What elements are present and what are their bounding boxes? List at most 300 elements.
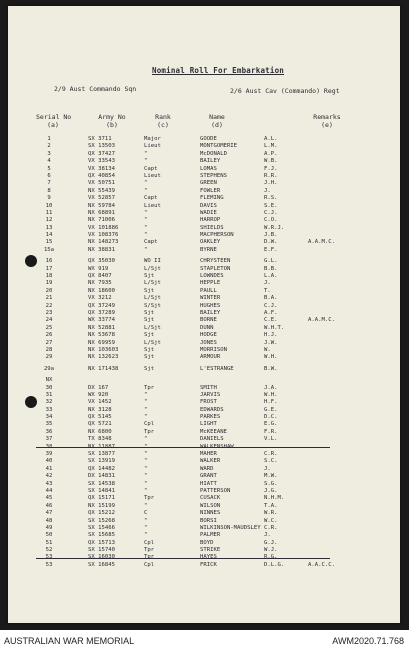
- cell-rank: ": [144, 451, 148, 458]
- cell-serial: 1: [47, 136, 51, 142]
- cell-serial: 40: [45, 458, 53, 465]
- cell-rank: Sjt: [144, 317, 155, 324]
- table-row: [8, 280, 400, 287]
- cell-init: A.L.: [264, 136, 278, 142]
- cell-serial: 3: [47, 150, 51, 157]
- cell-army: WX 33774: [88, 317, 115, 324]
- cell-rank: ": [144, 232, 148, 239]
- cell-army: NX 55439: [88, 187, 115, 194]
- cell-name: PALMER: [200, 532, 221, 539]
- cell-init: C.O.: [264, 217, 278, 224]
- header-rank: Rank (c): [155, 113, 171, 129]
- table-row: [8, 466, 400, 473]
- cell-name: DAVIS: [200, 202, 217, 209]
- cell-init: G.E.: [264, 406, 278, 413]
- cell-rank: ": [144, 158, 148, 165]
- cell-name: McKEEANE: [200, 428, 227, 435]
- unit-right: 2/6 Aust Cav (Commando) Regt: [230, 87, 340, 95]
- cell-init: W.H.: [264, 391, 278, 398]
- cell-army: NX 52881: [88, 324, 115, 331]
- cell-serial: 10: [45, 202, 53, 209]
- document-page: [8, 6, 400, 623]
- cell-init: W.H.: [264, 354, 278, 361]
- cell-army: QX 40854: [88, 172, 115, 179]
- table-row: [8, 429, 400, 436]
- cell-rank: ": [144, 180, 148, 187]
- cell-rank: ": [144, 406, 148, 413]
- table-row: [8, 414, 400, 421]
- header-remarks: Remarks (e): [313, 113, 341, 129]
- cell-army: QX 37249: [88, 302, 115, 309]
- cell-name: LIGHT: [200, 421, 217, 428]
- cell-serial: 13: [45, 224, 53, 231]
- table-row: [8, 158, 400, 165]
- cell-init: H.J.: [264, 332, 278, 339]
- cell-army: WX 920: [88, 391, 109, 398]
- cell-name: FLEMING: [200, 195, 224, 202]
- cell-army: SX 14538: [88, 480, 115, 487]
- table-row: [8, 303, 400, 310]
- cell-init: A.P.: [264, 150, 278, 157]
- cell-army: NX 6800: [88, 428, 112, 435]
- cell-name: STAPLETON: [200, 265, 231, 272]
- cell-serial: 15: [45, 239, 53, 246]
- cell-army: DX 167: [88, 384, 109, 391]
- cell-init: L.A.: [264, 273, 278, 280]
- cell-name: FROST: [200, 399, 217, 406]
- table-row: [8, 325, 400, 332]
- unit-left: 2/9 Aust Commando Sqn: [54, 85, 137, 93]
- cell-army: NX 171438: [88, 365, 119, 372]
- table-row: [8, 392, 400, 399]
- table-row: [8, 554, 400, 561]
- cell-rank: Cpl: [144, 561, 155, 568]
- cell-name: PAULL: [200, 287, 217, 294]
- cell-init: F.R.: [264, 428, 278, 435]
- table-row: [8, 532, 400, 539]
- cell-army: SX 16030: [88, 554, 115, 561]
- cell-army: SX 13503: [88, 143, 115, 150]
- cell-name: WADIE: [200, 209, 217, 216]
- cell-army: WX 919: [88, 265, 109, 272]
- cell-army: QX 15212: [88, 510, 115, 517]
- cell-army: TX 8348: [88, 436, 112, 443]
- cell-rank: Tpr: [144, 554, 155, 561]
- cell-name: STRIKE: [200, 547, 221, 554]
- cell-serial: 43: [45, 480, 53, 487]
- cell-serial: 7: [47, 180, 51, 187]
- cell-serial: 36: [45, 428, 53, 435]
- cell-init: C.J.: [264, 302, 278, 309]
- footer-bar: [0, 630, 409, 653]
- cell-serial: 37: [45, 436, 53, 443]
- cell-serial: 33: [45, 406, 53, 413]
- cell-rank: Capt: [144, 195, 158, 202]
- cell-army: QX 35030: [88, 258, 115, 265]
- cell-rank: ": [144, 209, 148, 216]
- table-row: [8, 354, 400, 361]
- table-row: [8, 273, 400, 280]
- cell-army: NX 68891: [88, 209, 115, 216]
- table-row: [8, 317, 400, 324]
- cell-init: L.M.: [264, 143, 278, 150]
- table-row: [8, 458, 400, 465]
- cell-rank: ": [144, 473, 148, 480]
- column-headers: [8, 113, 400, 133]
- cell-rank: Tpr: [144, 384, 155, 391]
- cell-serial: 39: [45, 451, 53, 458]
- table-row: [8, 136, 400, 143]
- cell-init: B.B.: [264, 265, 278, 272]
- table-row: [8, 247, 400, 254]
- cell-serial: 6: [47, 172, 51, 179]
- cell-rank: ": [144, 217, 148, 224]
- table-row: [8, 239, 400, 246]
- cell-rank: L/Sjt: [144, 295, 161, 302]
- cell-serial: 15a: [43, 246, 55, 253]
- table-row: [8, 310, 400, 317]
- cell-serial: 41: [45, 465, 53, 472]
- cell-rank: Sjt: [144, 273, 155, 280]
- cell-rank: Capt: [144, 165, 158, 172]
- cell-name: BAILEY: [200, 309, 221, 316]
- cell-name: EDWARDS: [200, 406, 224, 413]
- cell-army: SX 16845: [88, 561, 115, 568]
- cell-army: SX 14841: [88, 487, 115, 494]
- table-row: [8, 399, 400, 406]
- cell-init: R.S.: [264, 195, 278, 202]
- cell-army: QX 15713: [88, 539, 115, 546]
- cell-army: NX 15199: [88, 502, 115, 509]
- cell-army: NX 132623: [88, 354, 119, 361]
- table-row: [8, 407, 400, 414]
- cell-init: J.H.: [264, 180, 278, 187]
- table-row: [8, 173, 400, 180]
- cell-serial: 28: [45, 346, 53, 353]
- cell-army: NX 148273: [88, 239, 119, 246]
- cell-init: J.W.: [264, 339, 278, 346]
- cell-init: C.R.: [264, 524, 278, 531]
- cell-rank: Capt: [144, 239, 158, 246]
- cell-army: NX 18600: [88, 287, 115, 294]
- cell-rank: L/Sjt: [144, 280, 161, 287]
- cell-serial: 12: [45, 217, 53, 224]
- cell-army: QX 14482: [88, 465, 115, 472]
- cell-name: WILSON: [200, 502, 221, 509]
- cell-serial: 34: [45, 414, 53, 421]
- cell-rank: ": [144, 465, 148, 472]
- table-row: [8, 451, 400, 458]
- cell-army: NX 3128: [88, 406, 112, 413]
- cell-init: F.J.: [264, 165, 278, 172]
- cell-name: WINTER: [200, 295, 221, 302]
- cell-name: WILKINSON-MAUDSLEY: [200, 524, 261, 531]
- cell-serial: 44: [45, 487, 53, 494]
- table-row: [8, 143, 400, 150]
- table-row: [8, 288, 400, 295]
- cell-serial: 49: [45, 524, 53, 531]
- cell-rank: Sjt: [144, 309, 155, 316]
- cell-init: W.B.: [264, 158, 278, 165]
- cell-init: W.R.: [264, 510, 278, 517]
- cell-serial: 14: [45, 232, 53, 239]
- cell-init: S.E.: [264, 202, 278, 209]
- cell-rank: ": [144, 187, 148, 194]
- cell-serial: NX: [45, 377, 53, 384]
- table-row: [8, 385, 400, 392]
- cell-army: VX 52857: [88, 195, 115, 202]
- cell-serial: 53: [45, 561, 53, 568]
- cell-init: C.R.: [264, 451, 278, 458]
- cell-init: J.: [264, 187, 271, 194]
- cell-rank: ": [144, 517, 148, 524]
- cell-name: McDONALD: [200, 150, 227, 157]
- table-row: [8, 473, 400, 480]
- cell-rank: Major: [144, 136, 161, 142]
- footer-accession: AWM2020.71.768: [332, 636, 404, 646]
- cell-init: T.: [264, 287, 271, 294]
- table-row: [8, 180, 400, 187]
- cell-rank: ": [144, 436, 148, 443]
- cell-name: BORSI: [200, 517, 217, 524]
- cell-name: MONTGOMERIE: [200, 143, 238, 150]
- cell-rank: ": [144, 480, 148, 487]
- cell-name: BOYD: [200, 539, 214, 546]
- cell-serial: 45: [45, 495, 53, 502]
- table-row: [8, 203, 400, 210]
- header-name: Name (d): [209, 113, 225, 129]
- cell-army: QX 15171: [88, 495, 115, 502]
- cell-rank: WO II: [144, 258, 161, 265]
- header-army-no: Army No (b): [98, 113, 126, 129]
- cell-rank: Lieut: [144, 202, 161, 209]
- table-row: [8, 195, 400, 202]
- cell-army: VX 33543: [88, 158, 115, 165]
- cell-army: NX 11887: [88, 443, 115, 450]
- cell-init: J.: [264, 465, 271, 472]
- cell-name: HIATT: [200, 480, 217, 487]
- cell-army: NX 38831: [88, 246, 115, 253]
- table-row: [8, 421, 400, 428]
- table-row: [8, 540, 400, 547]
- cell-army: VX 108376: [88, 232, 119, 239]
- cell-init: E.G.: [264, 421, 278, 428]
- cell-serial: 32: [45, 399, 53, 406]
- cell-serial: 4: [47, 158, 51, 165]
- cell-init: W.R.J.: [264, 224, 285, 231]
- cell-name: LOMAS: [200, 165, 217, 172]
- table-row: [8, 210, 400, 217]
- cell-army: SX 15740: [88, 547, 115, 554]
- cell-rank: Sjt: [144, 287, 155, 294]
- cell-serial: 35: [45, 421, 53, 428]
- cell-name: OAKLEY: [200, 239, 221, 246]
- cell-init: S.C.: [264, 458, 278, 465]
- cell-rank: Tpr: [144, 495, 155, 502]
- cell-name: HARROP: [200, 217, 221, 224]
- cell-serial: 11: [45, 209, 53, 216]
- cell-serial: 21: [45, 295, 53, 302]
- cell-name: GRANT: [200, 473, 217, 480]
- cell-serial: 50: [45, 532, 53, 539]
- cell-army: VX 38134: [88, 165, 115, 172]
- cell-name: WARD: [200, 465, 214, 472]
- cell-rem: A.A.C.C.: [308, 561, 335, 568]
- cell-name: MACPHERSON: [200, 232, 234, 239]
- cell-serial: 16: [45, 258, 53, 265]
- cell-serial: 38: [45, 443, 53, 450]
- cell-name: FRICK: [200, 561, 217, 568]
- cell-name: MAHER: [200, 451, 217, 458]
- cell-army: QX 5721: [88, 421, 112, 428]
- cell-init: R.R.: [264, 172, 278, 179]
- cell-serial: 20: [45, 287, 53, 294]
- cell-rank: ": [144, 443, 148, 450]
- cell-name: FOWLER: [200, 187, 221, 194]
- cell-init: N.H.M.: [264, 495, 285, 502]
- cell-serial: 31: [45, 391, 53, 398]
- cell-serial: 52: [45, 547, 53, 554]
- cell-serial: 24: [45, 317, 53, 324]
- table-row: [8, 295, 400, 302]
- cell-army: QX 5145: [88, 414, 112, 421]
- cell-rank: Sjt: [144, 332, 155, 339]
- cell-init: C.E.: [264, 317, 278, 324]
- cell-init: H.F.: [264, 399, 278, 406]
- cell-serial: 9: [47, 195, 51, 202]
- cell-name: SMITH: [200, 384, 217, 391]
- table-row: [8, 258, 400, 265]
- cell-serial: 29a: [43, 365, 55, 372]
- cell-init: W.H.T.: [264, 324, 285, 331]
- cell-init: B.A.: [264, 295, 278, 302]
- cell-rank: ": [144, 150, 148, 157]
- cell-serial: 48: [45, 517, 53, 524]
- table-row: [8, 436, 400, 443]
- cell-rank: S/Sjt: [144, 302, 161, 309]
- cell-rank: C: [144, 510, 148, 517]
- cell-init: J.: [264, 280, 271, 287]
- table-row: [8, 347, 400, 354]
- cell-army: QX 37289: [88, 309, 115, 316]
- cell-army: VX 1452: [88, 399, 112, 406]
- header-serial: Serial No (a): [36, 113, 72, 129]
- cell-army: NX 71006: [88, 217, 115, 224]
- cell-name: GREEN: [200, 180, 217, 187]
- cell-init: M.W.: [264, 473, 278, 480]
- cell-name: JONES: [200, 339, 217, 346]
- cell-init: A.F.: [264, 309, 278, 316]
- cell-serial: 8: [47, 187, 51, 194]
- cell-serial: 25: [45, 324, 53, 331]
- cell-rank: Sjt: [144, 354, 155, 361]
- cell-rank: L/Sjt: [144, 324, 161, 331]
- cell-init: T.A.: [264, 502, 278, 509]
- cell-army: QX 37427: [88, 150, 115, 157]
- cell-init: W.C.: [264, 517, 278, 524]
- cell-serial: 5: [47, 165, 51, 172]
- cell-rank: L/Sjt: [144, 339, 161, 346]
- cell-rank: Lieut: [144, 143, 161, 150]
- cell-name: HAYES: [200, 554, 217, 561]
- cell-army: DX 14831: [88, 473, 115, 480]
- cell-init: S.G.: [264, 480, 278, 487]
- cell-army: VX 50751: [88, 180, 115, 187]
- cell-init: B.W.: [264, 365, 278, 372]
- cell-army: NX 7935: [88, 280, 112, 287]
- table-row: [8, 481, 400, 488]
- table-row: [8, 266, 400, 273]
- cell-name: DUNN: [200, 324, 214, 331]
- table-row: [8, 377, 400, 384]
- cell-init: D.C.: [264, 414, 278, 421]
- cell-serial: 17: [45, 265, 53, 272]
- roll-table: [8, 136, 400, 569]
- table-row: [8, 151, 400, 158]
- cell-army: SX 15685: [88, 532, 115, 539]
- cell-serial: 30: [45, 384, 53, 391]
- cell-rem: A.A.M.C.: [308, 239, 335, 246]
- cell-name: BYRNE: [200, 246, 217, 253]
- cell-init: E.F.: [264, 246, 278, 253]
- cell-name: BORNE: [200, 317, 217, 324]
- cell-init: W.J.: [264, 547, 278, 554]
- cell-army: NX 103603: [88, 346, 119, 353]
- cell-name: STEPHENS: [200, 172, 227, 179]
- cell-init: W.: [264, 346, 271, 353]
- cell-name: WALKENSHAW: [200, 443, 234, 450]
- cell-init: J.: [264, 532, 271, 539]
- cell-rank: L/Sjt: [144, 265, 161, 272]
- cell-serial: 46: [45, 502, 53, 509]
- cell-name: HEPPLE: [200, 280, 221, 287]
- cell-name: DANIELS: [200, 436, 224, 443]
- cell-name: MORRISON: [200, 346, 227, 353]
- cell-name: BAILEY: [200, 158, 221, 165]
- table-row: [8, 188, 400, 195]
- cell-name: PARKES: [200, 414, 221, 421]
- cell-rank: ": [144, 502, 148, 509]
- cell-army: NX 59784: [88, 202, 115, 209]
- cell-serial: 26: [45, 332, 53, 339]
- table-row: [8, 503, 400, 510]
- cell-init: G.J.: [264, 539, 278, 546]
- cell-init: J.A.: [264, 384, 278, 391]
- cell-rank: Lieut: [144, 172, 161, 179]
- cell-name: L'ESTRANGE: [200, 365, 234, 372]
- table-row: [8, 518, 400, 525]
- table-row: [8, 510, 400, 517]
- cell-serial: 47: [45, 510, 53, 517]
- cell-name: LOWNDES: [200, 273, 224, 280]
- table-row: [8, 166, 400, 173]
- cell-serial: 53: [45, 554, 53, 561]
- cell-rank: ": [144, 458, 148, 465]
- cell-init: D.L.G.: [264, 561, 285, 568]
- cell-rank: ": [144, 246, 148, 253]
- cell-name: PATTERSON: [200, 487, 231, 494]
- table-row: [8, 332, 400, 339]
- cell-rem: A.A.M.C.: [308, 317, 335, 324]
- cell-army: SX 3711: [88, 136, 112, 142]
- cell-rank: Tpr: [144, 547, 155, 554]
- cell-army: NX 53678: [88, 332, 115, 339]
- table-row: [8, 232, 400, 239]
- document-title: Nominal Roll For Embarkation: [151, 66, 285, 75]
- cell-serial: 23: [45, 309, 53, 316]
- cell-rank: ": [144, 532, 148, 539]
- table-row: [8, 547, 400, 554]
